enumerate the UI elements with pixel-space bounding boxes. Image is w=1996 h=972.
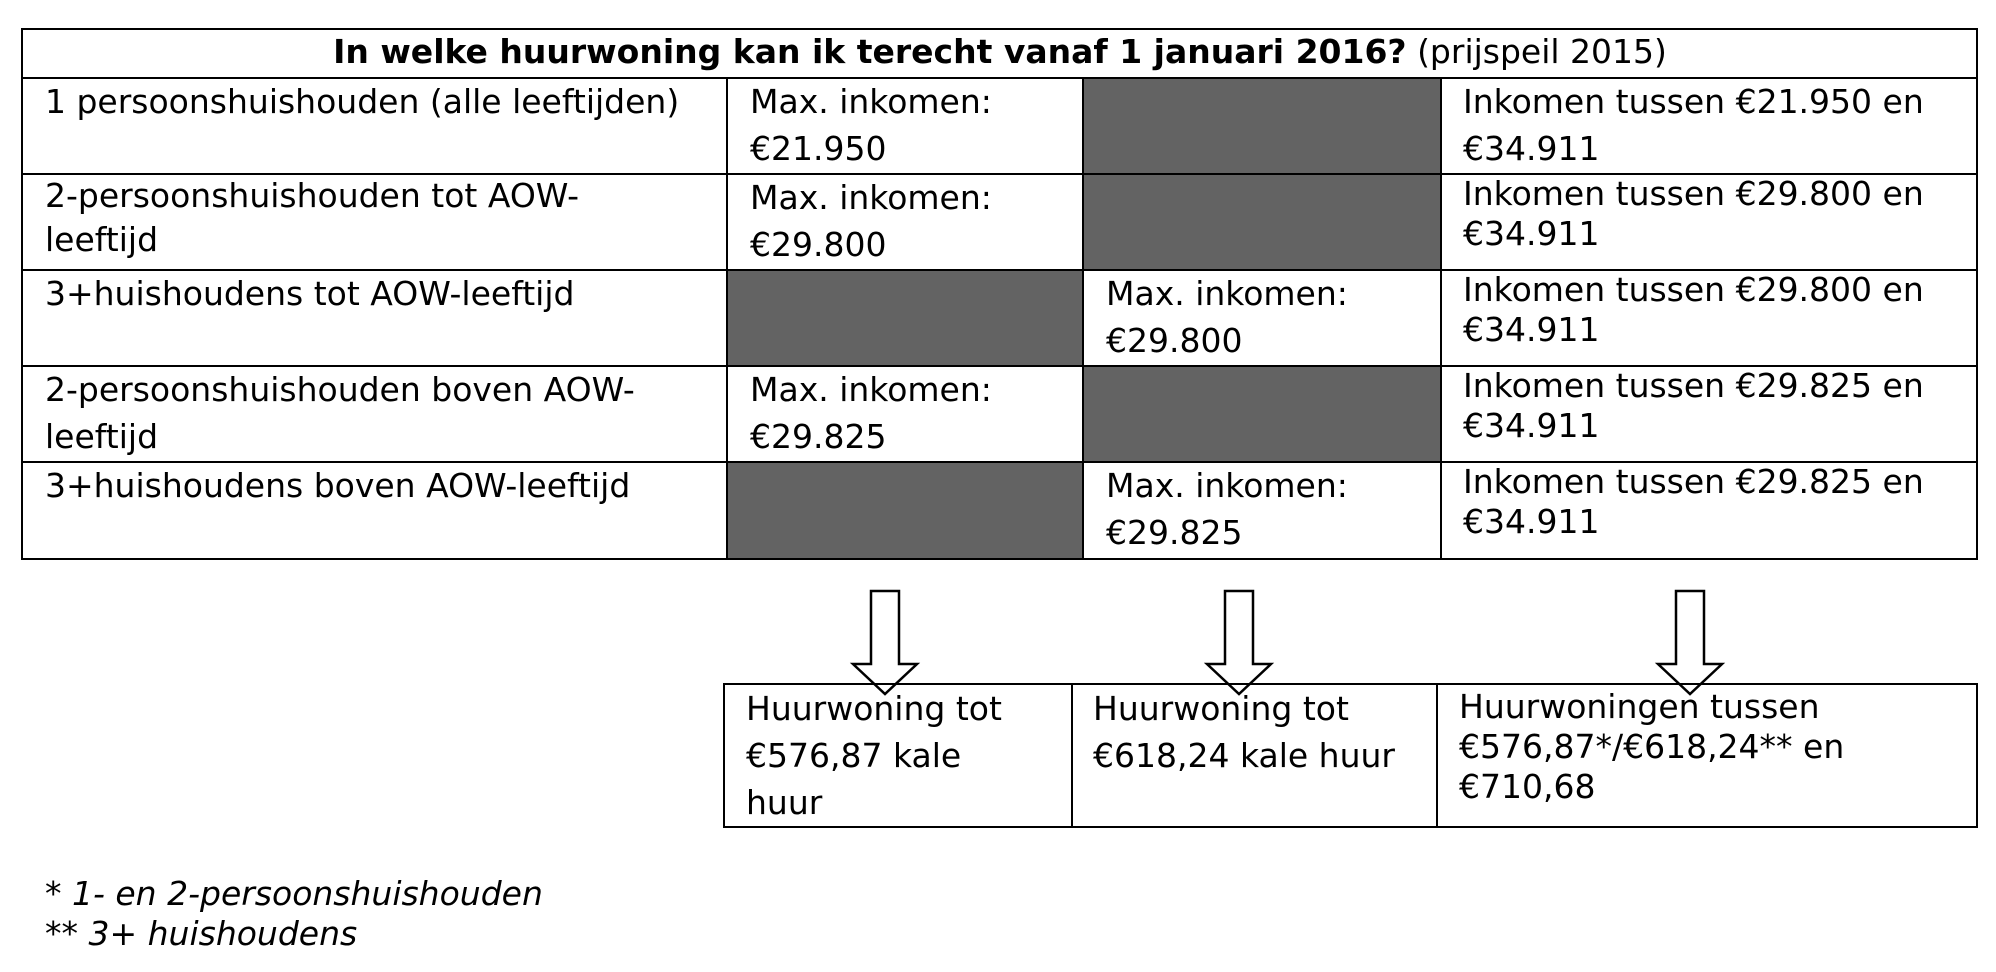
rent-result-cell: Huurwoning tot €576,87 kale huur <box>746 689 1002 822</box>
income-range-cell: Inkomen tussen €21.950 en €34.911 <box>1463 82 1924 168</box>
shaded-cell-row5 <box>727 462 1083 559</box>
table-border-right <box>1976 28 1978 560</box>
result-col-line-1 <box>1071 683 1073 828</box>
rent-result-cell: Huurwoning tot €618,24 kale huur <box>1093 689 1395 775</box>
row-label: 3+huishoudens boven AOW-leeftijd <box>45 466 631 505</box>
max-income-cell: Max. inkomen: €29.825 <box>1106 466 1348 552</box>
table-border-top <box>21 28 1978 30</box>
income-range-cell: Inkomen tussen €29.800 en €34.911 <box>1463 174 1924 253</box>
rent-result-cell: Huurwoningen tussen €576,87*/€618,24** en €710,68 <box>1459 687 1845 806</box>
shaded-cell-row1 <box>1083 78 1441 174</box>
result-border-left <box>723 683 725 828</box>
footnote: ** 3+ huishoudens <box>45 914 358 953</box>
shaded-cell-row3 <box>727 270 1083 366</box>
row-label: 2-persoonshuishouden boven AOW-leeftijd <box>45 370 635 456</box>
table-col-line-2 <box>1082 77 1084 560</box>
table-border-bottom <box>21 558 1978 560</box>
footnote: * 1- en 2-persoonshuishouden <box>45 874 543 913</box>
table-title <box>22 28 1978 75</box>
down-arrow-icon <box>1655 590 1725 696</box>
max-income-cell: Max. inkomen: €29.800 <box>750 178 992 264</box>
shaded-cell-row2 <box>1083 174 1441 270</box>
table-border-left <box>21 28 23 560</box>
row-label: 3+huishoudens tot AOW-leeftijd <box>45 274 575 313</box>
income-range-cell: Inkomen tussen €29.825 en €34.911 <box>1463 366 1924 445</box>
down-arrow-icon <box>850 590 920 696</box>
income-range-cell: Inkomen tussen €29.825 en €34.911 <box>1463 462 1924 541</box>
table-col-line-1 <box>726 77 728 560</box>
result-border-right <box>1976 683 1978 828</box>
income-range-cell: Inkomen tussen €29.800 en €34.911 <box>1463 270 1924 349</box>
table-title-suffix: (prijspeil 2015) <box>1417 32 1667 71</box>
table-col-line-3 <box>1440 77 1442 560</box>
row-label: 2-persoonshuishouden tot AOW-leeftijd <box>45 176 579 259</box>
max-income-cell: Max. inkomen: €21.950 <box>750 82 992 168</box>
down-arrow-icon <box>1204 590 1274 696</box>
max-income-cell: Max. inkomen: €29.800 <box>1106 274 1348 360</box>
table-title-bold: In welke huurwoning kan ik terecht vanaf 1 januari 2016? <box>333 32 1407 71</box>
max-income-cell: Max. inkomen: €29.825 <box>750 370 992 456</box>
result-col-line-2 <box>1436 683 1438 828</box>
result-border-bottom <box>723 826 1978 828</box>
shaded-cell-row4 <box>1083 366 1441 462</box>
row-label: 1 persoonshuishouden (alle leeftijden) <box>45 82 680 121</box>
